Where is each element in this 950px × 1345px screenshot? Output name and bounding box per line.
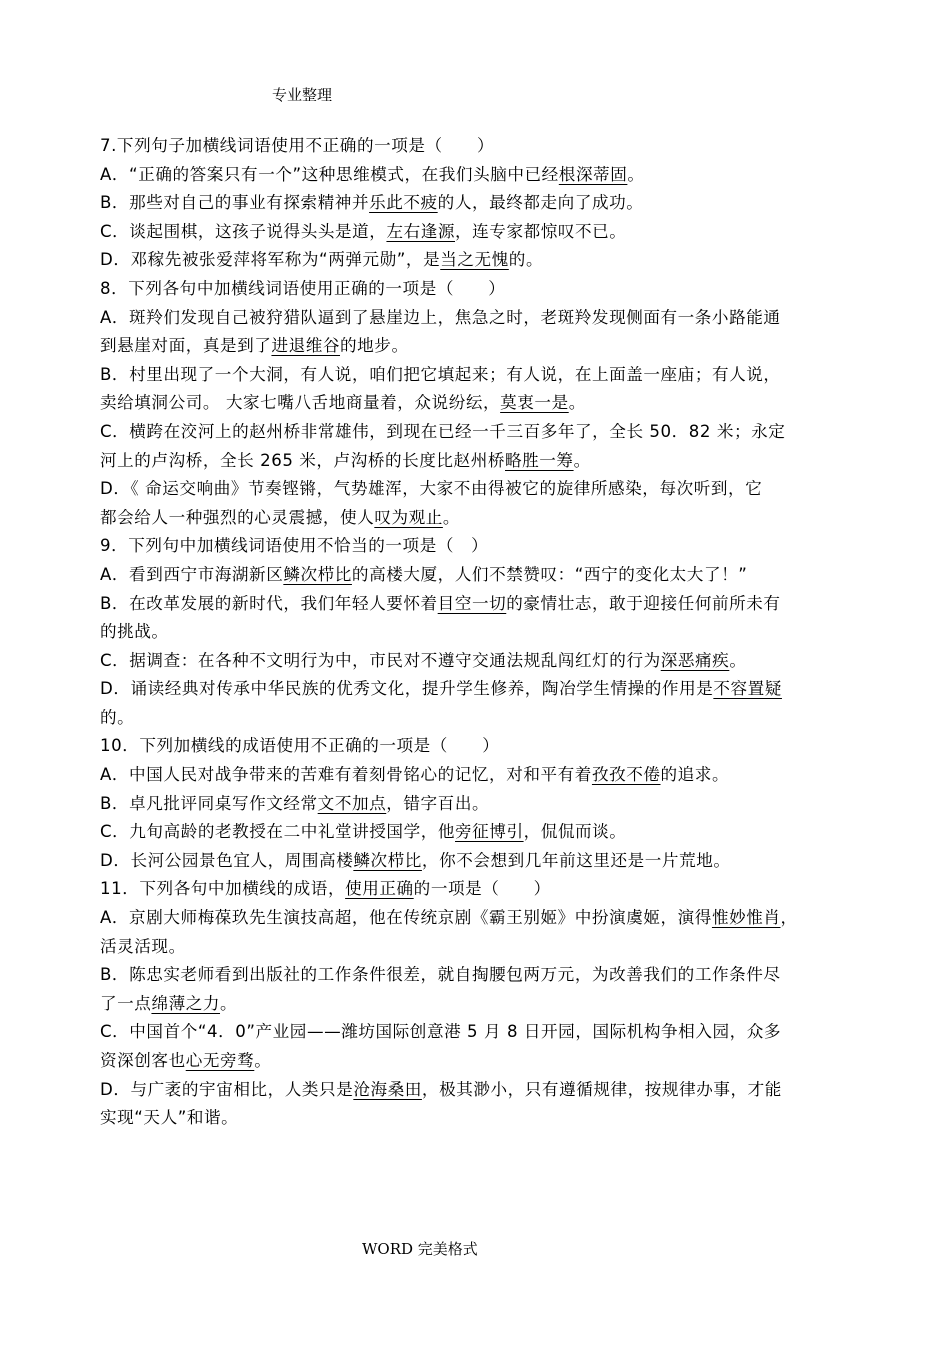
- text-segment: C．据调查：在各种不文明行为中，市民对不遵守交通法规乱闯红灯的行为: [100, 650, 661, 670]
- text-line: [100, 875, 852, 904]
- text-segment: 的。: [508, 250, 544, 270]
- text-line: [100, 618, 852, 647]
- text-segment: 。: [220, 993, 238, 1013]
- text-line: [100, 990, 852, 1019]
- text-segment: 。: [442, 507, 461, 527]
- text-segment: 11．下列各句中加横线的成语，: [100, 879, 346, 899]
- text-line: [100, 304, 852, 333]
- text-segment: 到悬崖对面，真是到了: [100, 336, 272, 356]
- text-line: [100, 904, 852, 933]
- text-segment: B．在改革发展的新时代，我们年轻人要怀着: [100, 593, 438, 613]
- text-segment: B．陈忠实老师看到出版社的工作条件很差，就自掏腰包两万元，为改善我们的工作条件尽: [100, 965, 781, 985]
- text-segment: 了一点: [100, 993, 152, 1013]
- text-segment: 。: [627, 164, 645, 184]
- text-segment: 。: [568, 393, 586, 413]
- text-line: [100, 532, 852, 561]
- text-line: [100, 818, 852, 847]
- text-segment: C．谈起围棋，这孩子说得头头是道，: [100, 221, 387, 241]
- page-header: 专业整理: [272, 86, 333, 104]
- text-segment: 实现“天人”和谐。: [100, 1108, 239, 1128]
- question-content: [100, 132, 852, 1133]
- underlined-term: 莫衷一是: [500, 393, 569, 413]
- underlined-term: 左右逢源: [386, 221, 456, 241]
- text-line: [100, 1104, 852, 1133]
- underlined-term: 当之无愧: [440, 250, 509, 270]
- text-segment: 都会给人一种强烈的心灵震撼，使人: [100, 507, 375, 527]
- underlined-term: 深恶痛疾: [660, 650, 730, 670]
- underlined-term: 使用正确: [345, 879, 414, 899]
- text-segment: 卖给填洞公司。 大家七嘴八舌地商量着，众说纷纭，: [100, 393, 501, 413]
- text-segment: 。: [254, 1051, 272, 1070]
- text-line: [100, 332, 852, 361]
- text-segment: 的一项是（ ）: [413, 879, 551, 899]
- text-line: [100, 161, 852, 190]
- text-segment: A．斑羚们发现自己被狩猎队逼到了悬崖边上，焦急之时，老斑羚发现侧面有一条小路能通: [100, 307, 781, 327]
- text-line: [100, 246, 852, 275]
- text-segment: 10．下列加横线的成语使用不正确的一项是（ ）: [100, 736, 500, 756]
- text-segment: 的高楼大厦，人们不禁赞叹：“西宁的变化太大了！”: [351, 564, 748, 584]
- page-footer: WORD 完美格式: [362, 1240, 478, 1258]
- text-segment: 资深创客也: [100, 1051, 186, 1070]
- text-segment: 的豪情壮志，敢于迎接任何前所未有: [506, 593, 781, 613]
- underlined-term: 叹为观止: [374, 507, 443, 527]
- text-segment: A．京剧大师梅葆玖先生演技高超，他在传统京剧《霸王别姬》中扮演虞姬，演得: [100, 908, 712, 928]
- text-line: [100, 933, 852, 962]
- text-line: [100, 389, 852, 418]
- text-segment: ，极其渺小，只有遵循规律，按规律办事，才能: [421, 1079, 782, 1099]
- underlined-term: 绵薄之力: [151, 993, 221, 1013]
- text-segment: A．看到西宁市海湖新区: [100, 564, 284, 584]
- text-line: [100, 1018, 852, 1047]
- underlined-term: 进退维谷: [271, 336, 341, 356]
- text-segment: C．九旬高龄的老教授在二中礼堂讲授国学，他: [100, 822, 456, 842]
- text-line: [100, 447, 852, 476]
- text-line: [100, 704, 852, 733]
- underlined-term: 乐此不疲: [369, 193, 438, 213]
- text-segment: 9．下列句中加横线词语使用不恰当的一项是（ ）: [100, 536, 489, 556]
- text-line: [100, 132, 852, 161]
- text-segment: D．诵读经典对传承中华民族的优秀文化，提升学生修养，陶冶学生情操的作用是: [100, 679, 714, 699]
- text-segment: 的地步。: [340, 336, 409, 356]
- text-line: [100, 761, 852, 790]
- text-segment: ，侃侃而谈。: [523, 822, 627, 842]
- text-segment: ，: [780, 908, 798, 928]
- text-line: [100, 504, 852, 533]
- text-segment: 。: [729, 650, 747, 670]
- text-line: [100, 275, 852, 304]
- text-segment: C．中国首个“4．0”产业园——潍坊国际创意港 5 月 8 日开园，国际机构争相入园，众多: [100, 1022, 782, 1042]
- text-segment: 活灵活现。: [100, 936, 186, 956]
- text-segment: 的。: [100, 707, 135, 727]
- underlined-term: 孜孜不倦: [591, 765, 661, 785]
- text-segment: ，错字百出。: [386, 793, 490, 813]
- text-segment: 的挑战。: [100, 622, 169, 642]
- text-line: [100, 790, 852, 819]
- text-segment: A．中国人民对战争带来的苦难有着刻骨铭心的记忆，对和平有着: [100, 765, 592, 785]
- text-segment: 8．下列各句中加横线词语使用正确的一项是（ ）: [100, 278, 506, 298]
- underlined-term: 鳞次栉比: [283, 564, 352, 584]
- text-line: [100, 732, 852, 761]
- underlined-term: 略胜一筹: [505, 450, 574, 470]
- text-line: [100, 675, 852, 704]
- underlined-term: 沧海桑田: [353, 1079, 422, 1099]
- text-segment: 的追求。: [660, 765, 730, 785]
- text-segment: B．那些对自己的事业有探索精神并: [100, 193, 370, 213]
- underlined-term: 目空一切: [437, 593, 507, 613]
- text-segment: ，你不会想到几年前这里还是一片荒地。: [421, 850, 731, 870]
- underlined-term: 根深蒂固: [558, 164, 628, 184]
- text-segment: B．村里出现了一个大洞，有人说，咱们把它填起来；有人说，在上面盖一座庙；有人说，: [100, 364, 781, 384]
- text-segment: C．横跨在洨河上的赵州桥非常雄伟，到现在已经一千三百多年了，全长 50．82 米；永定: [100, 421, 786, 441]
- text-segment: D．《 命运交响曲》节奏铿锵，气势雄浑，大家不由得被它的旋律所感染，每次听到，它: [100, 479, 763, 499]
- text-segment: D．与广袤的宇宙相比，人类只是: [100, 1079, 354, 1099]
- text-line: [100, 361, 852, 390]
- underlined-term: 鳞次栉比: [353, 850, 422, 870]
- text-segment: ，连专家都惊叹不已。: [455, 221, 627, 241]
- text-line: [100, 475, 852, 504]
- text-segment: 7.下列句子加横线词语使用不正确的一项是（ ）: [100, 136, 495, 155]
- text-segment: B．卓凡批评同桌写作文经常: [100, 793, 318, 813]
- text-segment: 河上的卢沟桥，全长 265 米，卢沟桥的长度比赵州桥: [100, 450, 505, 470]
- underlined-term: 心无旁骛: [185, 1051, 255, 1070]
- text-segment: D．长河公园景色宜人，周围高楼: [100, 850, 354, 870]
- text-line: [100, 561, 852, 590]
- text-line: [100, 647, 852, 676]
- underlined-term: 惟妙惟肖: [711, 908, 781, 928]
- text-line: [100, 189, 852, 218]
- underlined-term: 旁征博引: [455, 822, 524, 842]
- underlined-term: 不容置疑: [713, 679, 782, 699]
- text-segment: 。: [573, 450, 591, 470]
- text-segment: A．“正确的答案只有一个”这种思维模式，在我们头脑中已经: [100, 164, 559, 184]
- text-line: [100, 1047, 852, 1076]
- text-line: [100, 590, 852, 619]
- text-segment: 的人，最终都走向了成功。: [437, 193, 644, 213]
- underlined-term: 文不加点: [317, 793, 387, 813]
- text-line: [100, 847, 852, 876]
- text-line: [100, 418, 852, 447]
- text-line: [100, 218, 852, 247]
- text-segment: D．邓稼先被张爱萍将军称为“两弹元勋”，是: [100, 250, 441, 270]
- text-line: [100, 961, 852, 990]
- text-line: [100, 1076, 852, 1105]
